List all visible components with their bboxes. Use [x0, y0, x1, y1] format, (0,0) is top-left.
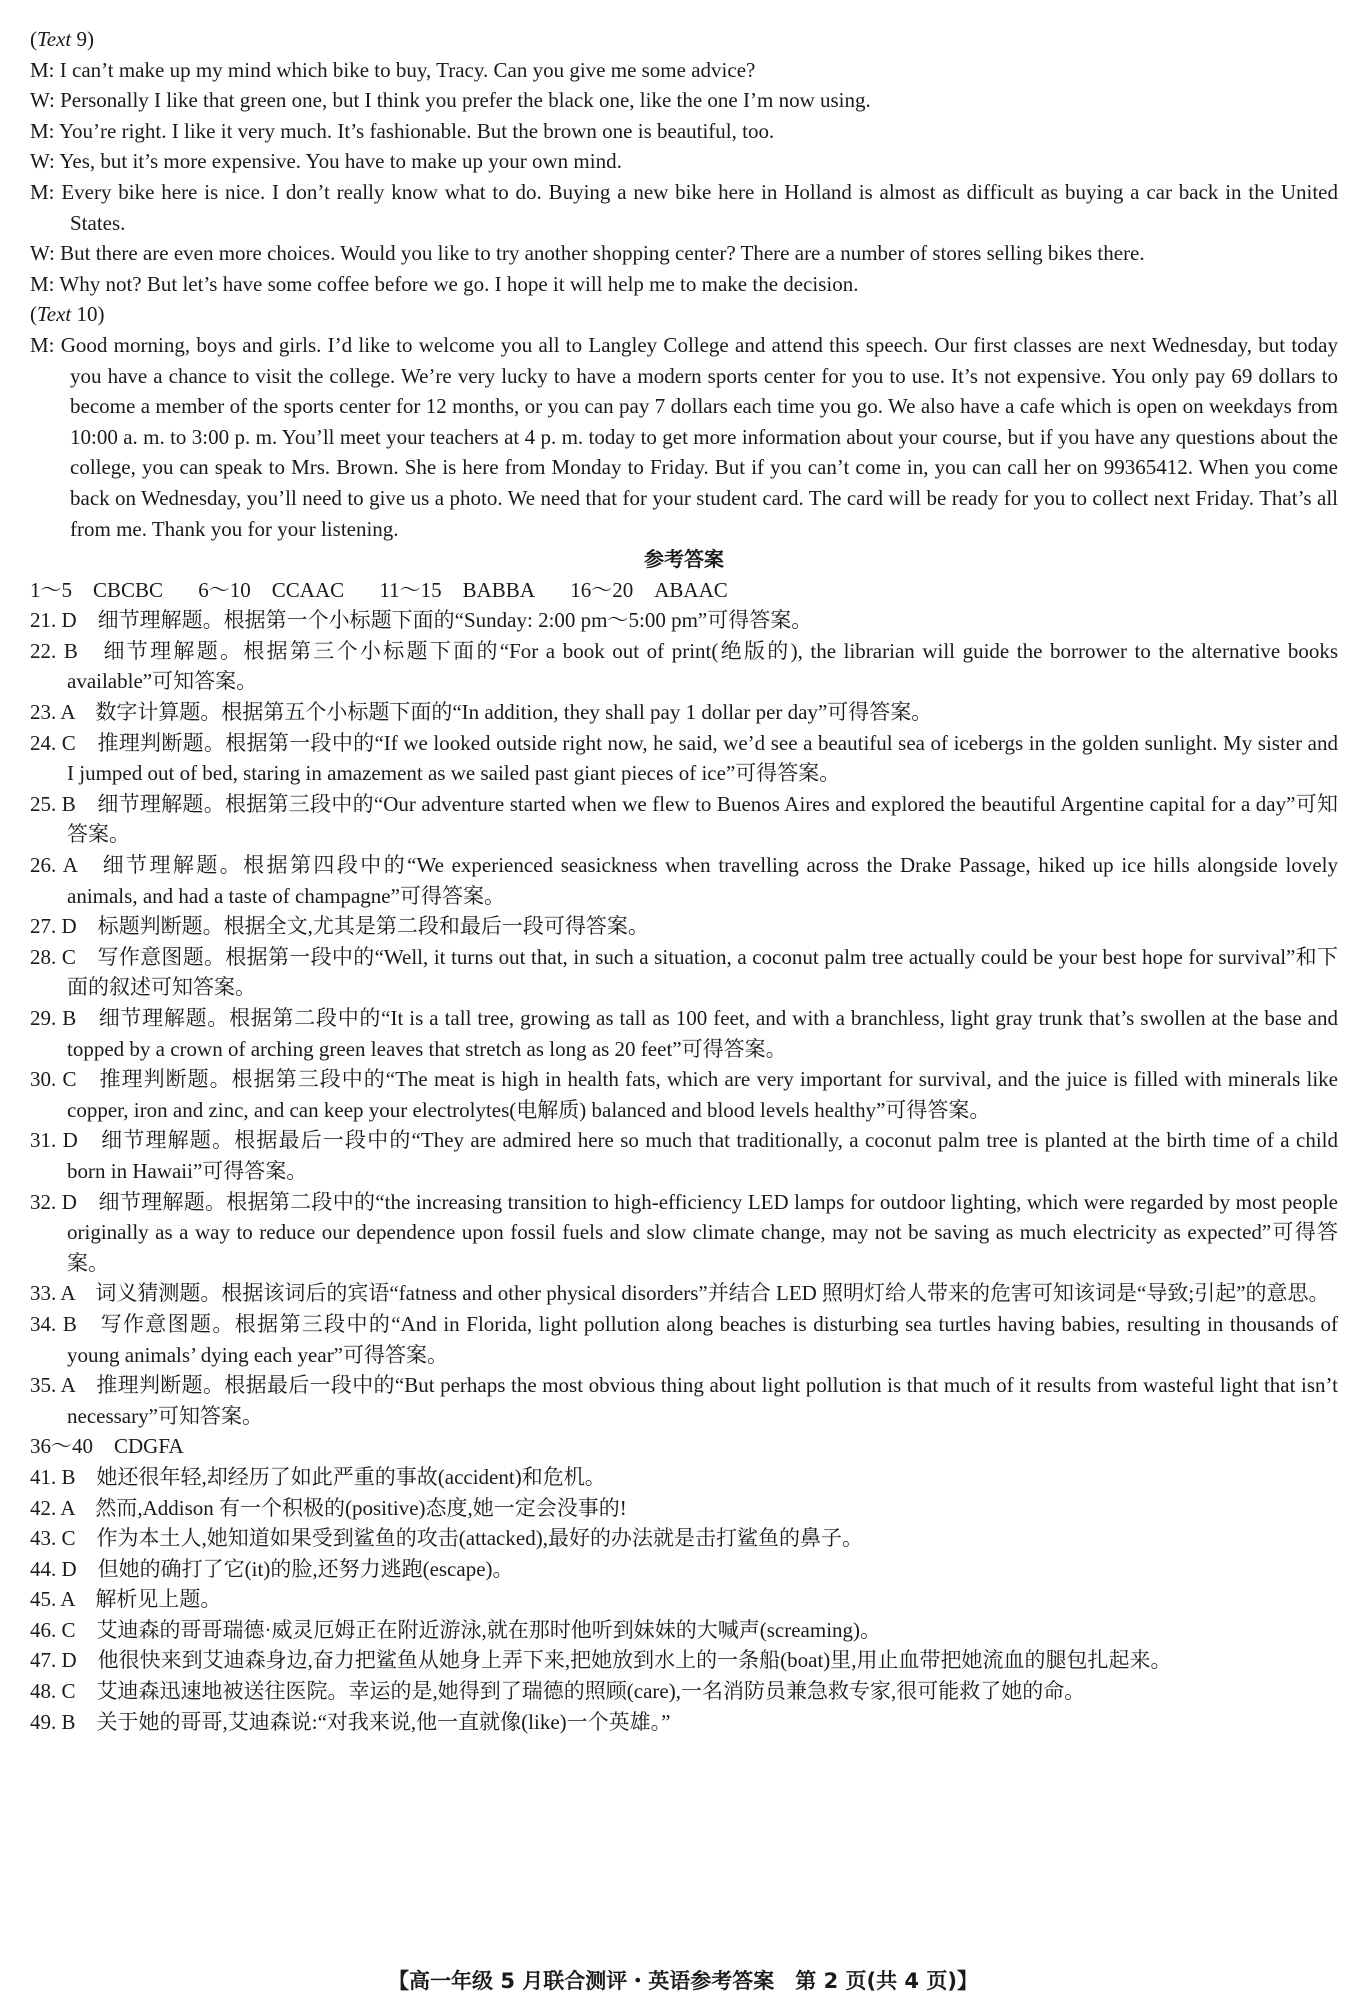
answer-key-group: 6～10 CCAAC [198, 577, 345, 602]
dialogue-line: W: Yes, but it’s more expensive. You have to make up your own mind. [30, 149, 622, 174]
answer-item: 45. A 解析见上题。 [30, 1587, 222, 1612]
answer-key-group: 11～15 BABBA [379, 577, 535, 602]
answer-item: 26. A 细节理解题。根据第四段中的“We experienced seasickness when travelling across the Drake Passage, hiked up ice hills alongside lovely animals, and had a taste of champagne”可得答案。 [30, 853, 1338, 908]
answer-item: 34. B 写作意图题。根据第三段中的“And in Florida, light pollution along beaches is disturbing sea turtles having babies, resulting in thousands of young animals’ dying each year”可得答案。 [30, 1311, 1338, 1367]
answer-item: 35. A 推理判断题。根据最后一段中的“But perhaps the most obvious thing about light pollution is that much of it results from wasteful light that isn’t necessary”可知答案。 [30, 1373, 1338, 1428]
answer-item: 44. D 但她的确打了它(it)的脸,还努力逃跑(escape)。 [30, 1556, 514, 1581]
answer-item: 29. B 细节理解题。根据第二段中的“It is a tall tree, growing as tall as 100 feet, and with a branchless, light gray trunk that’s swollen at the base and topped by a crown of arching green leaves that stretch as long as 20 feet”可得答案。 [30, 1006, 1338, 1061]
dialogue-line: M: I can’t make up my mind which bike to buy, Tracy. Can you give me some advice? [30, 57, 756, 82]
answer-item: 30. C 推理判断题。根据第三段中的“The meat is high in health fats, which are very important for survival, and the juice is filled with minerals like copper, iron and zinc, and can keep your electrolytes(电解质) balanced and blood levels healthy”可得答案。 [30, 1067, 1338, 1122]
answer-item: 22. B 细节理解题。根据第三个小标题下面的“For a book out of print(绝版的), the librarian will guide the borrower to the alternative books available”可知答案。 [30, 638, 1338, 694]
answer-keys-1-20 [30, 575, 1338, 606]
answer-item: 48. C 艾迪森迅速地被送往医院。幸运的是,她得到了瑞德的照顾(care),一名消防员兼急救专家,很可能救了她的命。 [30, 1679, 1086, 1704]
dialogue-line: M: Why not? But let’s have some coffee before we go. I hope it will help me to make the decision. [30, 271, 859, 296]
answer-item: 47. D 他很快来到艾迪森身边,奋力把鲨鱼从她身上弄下来,把她放到水上的一条船(boat)里,用止血带把她流血的腿包扎起来。 [30, 1648, 1172, 1673]
answer-key-title: 参考答案 [644, 547, 724, 572]
answer-keys-36-40: 36～40 CDGFA [30, 1434, 184, 1459]
text9-dialogue [30, 55, 1338, 300]
answer-item: 24. C 推理判断题。根据第一段中的“If we looked outside right now, he said, we’d see a beautiful sea of icebergs in the golden sunlight. My sister and I jumped out of bed, staring in amazement as we sailed past giant pieces of ice”可得答案。 [30, 730, 1338, 786]
text9-label: (Text 9) [30, 27, 94, 51]
answer-item: 31. D 细节理解题。根据最后一段中的“They are admired here so much that traditionally, a coconut palm tree is planted at the birth time of a child born in Hawaii”可得答案。 [30, 1128, 1338, 1183]
answer-explanations-21-35 [30, 605, 1338, 1431]
answer-key-group: 16～20 ABAAC [570, 577, 728, 602]
answer-item: 25. B 细节理解题。根据第三段中的“Our adventure started when we flew to Buenos Aires and explored the beautiful Argentine capital for a day”可知答案。 [30, 791, 1338, 847]
answer-item: 33. A 词义猜测题。根据该词后的宾语“fatness and other physical disorders”并结合 LED 照明灯给人带来的危害可知该词是“导致;引起”的意思。 [30, 1281, 1330, 1306]
dialogue-line: M: You’re right. I like it very much. It’s fashionable. But the brown one is beautiful, too. [30, 118, 775, 143]
answer-item: 43. C 作为本土人,她知道如果受到鲨鱼的攻击(attacked),最好的办法就是击打鲨鱼的鼻子。 [30, 1526, 863, 1551]
text10-label: (Text 10) [30, 302, 105, 327]
answer-item: 41. B 她还很年轻,却经历了如此严重的事故(accident)和危机。 [30, 1464, 606, 1489]
answer-item: 49. B 关于她的哥哥,艾迪森说:“对我来说,他一直就像(like)一个英雄。” [30, 1709, 671, 1734]
answer-item: 28. C 写作意图题。根据第一段中的“Well, it turns out that, in such a situation, a coconut palm tree actually could be your best hope for survival”和下面的叙述可知答案。 [30, 944, 1338, 1000]
page-footer: 【高一年级 5 月联合测评・英语参考答案 第 2 页(共 4 页)】 [388, 1969, 978, 1993]
answer-explanations-41-49 [30, 1462, 1338, 1737]
answer-item: 23. A 数字计算题。根据第五个小标题下面的“In addition, they shall pay 1 dollar per day”可得答案。 [30, 700, 933, 725]
answer-item: 21. D 细节理解题。根据第一个小标题下面的“Sunday: 2:00 pm～5:00 pm”可得答案。 [30, 608, 813, 633]
dialogue-line: W: Personally I like that green one, but I think you prefer the black one, like the one I’m now using. [30, 88, 871, 113]
answer-key-group: 1～5 CBCBC [30, 577, 164, 602]
text10-speech: M: Good morning, boys and girls. I’d like to welcome you all to Langley College and attend this speech. Our first classes are next Wednesday, but today you have a chance to visit the college. We’re very lucky to have a modern sports center for you to use. It’s not expensive. You only pay 69 dollars to become a member of the sports center for 12 months, or you can pay 7 dollars each time you go. We also have a cafe which is open on weekdays from 10:00 a. m. to 3:00 p. m. You’ll meet your teachers at 4 p. m. today to get more information about your course, but if you have any questions about the college, you can speak to Mrs. Brown. She is here from Monday to Friday. But if you can’t come in, you can call her on 99365412. When you come back on Wednesday, you’ll need to give us a photo. We need that for your student card. The card will be ready for you to collect next Friday. That’s all from me. Thank you for your listening. [30, 332, 1338, 541]
page-content [30, 24, 1338, 1737]
answer-item: 42. A 然而,Addison 有一个积极的(positive)态度,她一定会没事的! [30, 1495, 627, 1520]
answer-item: 46. C 艾迪森的哥哥瑞德·威灵厄姆正在附近游泳,就在那时他听到妹妹的大喊声(screaming)。 [30, 1617, 882, 1642]
dialogue-line: M: Every bike here is nice. I don’t really know what to do. Buying a new bike here in Holland is almost as difficult as buying a car back in the United States. [30, 179, 1338, 235]
answer-item: 32. D 细节理解题。根据第二段中的“the increasing transition to high-efficiency LED lamps for outdoor lighting, which were regarded by most people originally as a way to reduce our dependence upon fossil fuels and slow climate change, may not be saving as much electricity as expected”可得答案。 [30, 1189, 1338, 1275]
dialogue-line: W: But there are even more choices. Would you like to try another shopping center? There are a number of stores selling bikes there. [30, 241, 1145, 266]
answer-item: 27. D 标题判断题。根据全文,尤其是第二段和最后一段可得答案。 [30, 914, 649, 939]
